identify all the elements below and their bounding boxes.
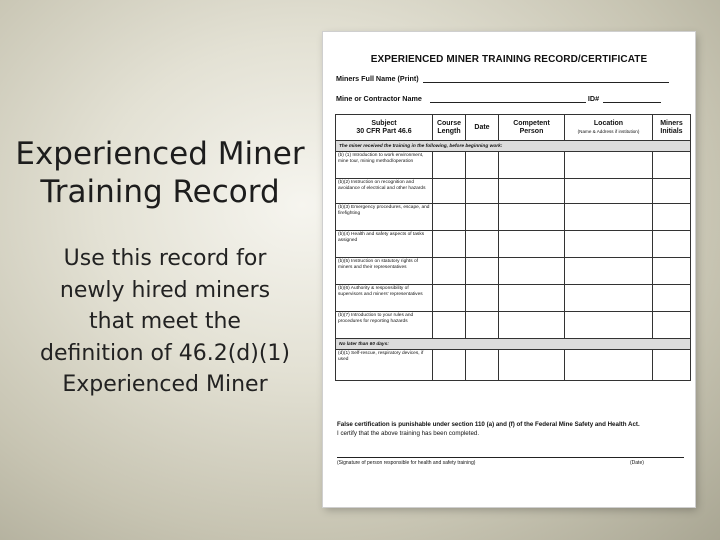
initials-cell[interactable] xyxy=(653,312,691,339)
slide-title xyxy=(10,135,310,211)
signature-line[interactable] xyxy=(337,457,684,458)
date-header: Date xyxy=(466,115,499,141)
signature-label: (Signature of person responsible for health and safety training) xyxy=(337,460,476,466)
location-cell[interactable] xyxy=(565,204,653,231)
competent-person-header: Competent Person xyxy=(499,115,565,141)
miner-name-field xyxy=(336,74,669,83)
slide-body-line: Experienced Miner xyxy=(62,372,268,397)
table-row xyxy=(336,152,691,179)
competent-person-cell[interactable] xyxy=(499,179,565,204)
table-row xyxy=(336,179,691,204)
location-cell[interactable] xyxy=(565,285,653,312)
location-cell[interactable] xyxy=(565,312,653,339)
location-cell[interactable] xyxy=(565,152,653,179)
date-cell[interactable] xyxy=(466,152,499,179)
initials-cell[interactable] xyxy=(653,179,691,204)
initials-cell[interactable] xyxy=(653,285,691,312)
training-record-form xyxy=(323,32,695,507)
competent-person-cell[interactable] xyxy=(499,204,565,231)
form-title: EXPERIENCED MINER TRAINING RECORD/CERTIFICATE xyxy=(370,54,648,65)
table-header-row xyxy=(336,115,691,141)
course-length-cell[interactable] xyxy=(433,152,466,179)
table-row xyxy=(336,285,691,312)
course-length-cell[interactable] xyxy=(433,179,466,204)
id-label: ID# xyxy=(587,94,600,103)
mine-name-label: Mine or Contractor Name xyxy=(336,94,422,103)
subject-cell: (b)(7) Introduction to your rules and procedures for reporting hazards xyxy=(336,312,433,339)
subject-cell: (b)(4) Health and safety aspects of tasks assigned xyxy=(336,231,433,258)
section-band: The miner received the training in the following, before beginning work: xyxy=(336,141,691,152)
subject-cell: (d)(1) Self-rescue, respiratory devices, if used xyxy=(336,350,433,381)
date-cell[interactable] xyxy=(466,231,499,258)
course-length-cell[interactable] xyxy=(433,285,466,312)
initials-cell[interactable] xyxy=(653,350,691,381)
subject-cell: (b)(5) Instruction on statutory rights of miners and their representatives xyxy=(336,258,433,285)
location-cell[interactable] xyxy=(565,231,653,258)
subject-cell: (b)(3) Emergency procedures, escape, and firefighting xyxy=(336,204,433,231)
table-row xyxy=(336,231,691,258)
course-length-cell[interactable] xyxy=(433,258,466,285)
miner-name-line xyxy=(423,75,669,83)
date-cell[interactable] xyxy=(466,350,499,381)
date-cell[interactable] xyxy=(466,204,499,231)
certification-statement: I certify that the above training has been completed. xyxy=(337,430,480,437)
date-cell[interactable] xyxy=(466,312,499,339)
location-cell[interactable] xyxy=(565,350,653,381)
miners-initials-header: Miners Initials xyxy=(653,115,691,141)
initials-cell[interactable] xyxy=(653,152,691,179)
slide-body-line: definition of 46.2(d)(1) xyxy=(39,340,291,366)
mine-name-field xyxy=(336,94,661,103)
id-line xyxy=(603,95,661,103)
competent-person-cell[interactable] xyxy=(499,312,565,339)
mine-name-line xyxy=(430,95,586,103)
miner-name-label: Miners Full Name (Print) xyxy=(336,74,419,83)
location-header: Location (Name & Address if institution) xyxy=(565,115,653,141)
course-length-cell[interactable] xyxy=(433,312,466,339)
slide-title-line: Training Record xyxy=(40,174,280,210)
table-row xyxy=(336,312,691,339)
location-cell[interactable] xyxy=(565,179,653,204)
competent-person-cell[interactable] xyxy=(499,258,565,285)
table-row xyxy=(336,204,691,231)
competent-person-cell[interactable] xyxy=(499,231,565,258)
course-length-header: Course Length xyxy=(433,115,466,141)
slide-body xyxy=(20,243,310,401)
competent-person-cell[interactable] xyxy=(499,152,565,179)
competent-person-cell[interactable] xyxy=(499,285,565,312)
slide-title-line: Experienced Miner xyxy=(15,136,305,172)
course-length-cell[interactable] xyxy=(433,350,466,381)
slide-body-line: Use this record for xyxy=(63,246,267,271)
table-row xyxy=(336,350,691,381)
course-length-cell[interactable] xyxy=(433,231,466,258)
section-band: No later than 60 days: xyxy=(336,339,691,350)
subject-cell: (b)(6) Authority & responsibility of supervisors and miners' representatives xyxy=(336,285,433,312)
table-row xyxy=(336,258,691,285)
subject-header: Subject 30 CFR Part 46.6 xyxy=(336,115,433,141)
subject-cell: (b) (1) Introduction to work environment, mine tour, mining method/operation xyxy=(336,152,433,179)
initials-cell[interactable] xyxy=(653,204,691,231)
initials-cell[interactable] xyxy=(653,231,691,258)
date-cell[interactable] xyxy=(466,258,499,285)
competent-person-cell[interactable] xyxy=(499,350,565,381)
signature-date-label: (Date) xyxy=(630,460,644,466)
false-certification-warning: False certification is punishable under section 110 (a) and (f) of the Federal Mine Safety and Health Act. xyxy=(337,421,640,428)
location-cell[interactable] xyxy=(565,258,653,285)
training-table xyxy=(335,114,691,381)
subject-cell: (b)(2) Instruction on recognition and avoidance of electrical and other hazards xyxy=(336,179,433,204)
date-cell[interactable] xyxy=(466,179,499,204)
course-length-cell[interactable] xyxy=(433,204,466,231)
slide-body-line: newly hired miners xyxy=(59,277,271,303)
initials-cell[interactable] xyxy=(653,258,691,285)
date-cell[interactable] xyxy=(466,285,499,312)
slide-body-line: that meet the xyxy=(89,309,241,334)
